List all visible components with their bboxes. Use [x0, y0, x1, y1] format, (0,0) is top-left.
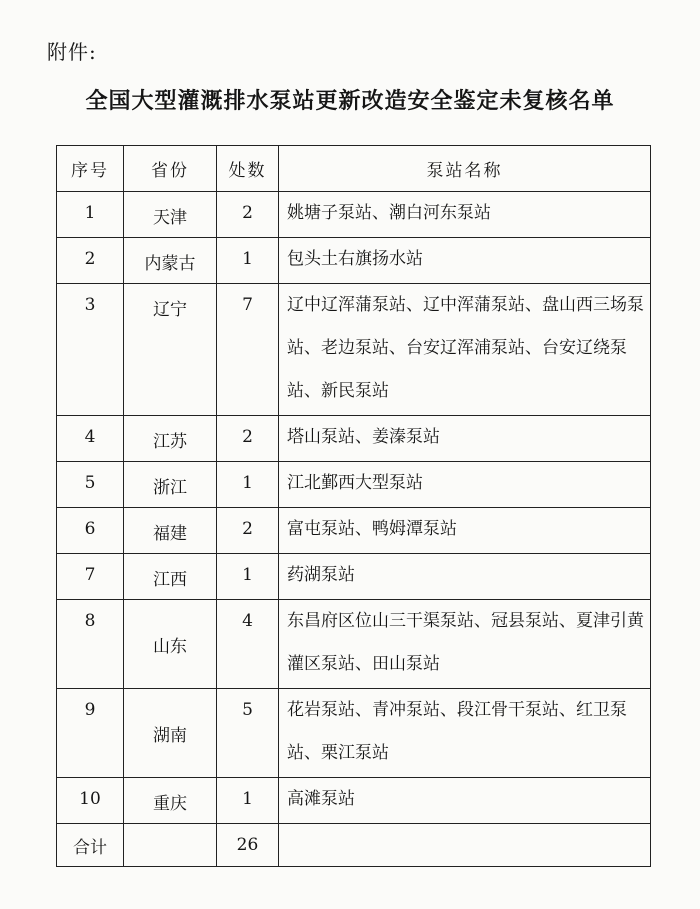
row-stations: 药湖泵站	[279, 554, 651, 600]
row-count: 5	[217, 689, 279, 778]
row-count: 7	[217, 284, 279, 416]
row-province: 重庆	[124, 778, 217, 824]
document-title: 全国大型灌溉排水泵站更新改造安全鉴定未复核名单	[85, 89, 615, 114]
row-serial: 1	[57, 192, 124, 238]
row-serial: 4	[57, 416, 124, 462]
total-count: 26	[217, 824, 279, 867]
row-serial: 5	[57, 462, 124, 508]
table-row	[57, 689, 651, 778]
table-row	[57, 554, 651, 600]
table-row	[57, 416, 651, 462]
row-stations: 高滩泵站	[279, 778, 651, 824]
row-serial: 10	[57, 778, 124, 824]
row-serial: 8	[57, 600, 124, 689]
table-row	[57, 778, 651, 824]
pump-station-table	[56, 145, 651, 867]
table-row	[57, 284, 651, 416]
row-serial: 6	[57, 508, 124, 554]
row-province: 江西	[124, 554, 217, 600]
total-province-empty	[124, 824, 217, 867]
row-count: 1	[217, 778, 279, 824]
table-row	[57, 192, 651, 238]
row-province: 福建	[124, 508, 217, 554]
row-province: 天津	[124, 192, 217, 238]
row-stations: 包头土右旗扬水站	[279, 238, 651, 284]
row-stations: 富屯泵站、鸭姆潭泵站	[279, 508, 651, 554]
header-province: 省份	[124, 146, 217, 192]
row-stations: 花岩泵站、青冲泵站、段江骨干泵站、红卫泵站、栗江泵站	[279, 689, 651, 778]
total-stations-empty	[279, 824, 651, 867]
row-stations: 东昌府区位山三干渠泵站、冠县泵站、夏津引黄灌区泵站、田山泵站	[279, 600, 651, 689]
row-stations: 塔山泵站、姜溱泵站	[279, 416, 651, 462]
row-serial: 7	[57, 554, 124, 600]
row-serial: 3	[57, 284, 124, 416]
header-serial: 序号	[57, 146, 124, 192]
table-row	[57, 462, 651, 508]
row-stations: 姚塘子泵站、潮白河东泵站	[279, 192, 651, 238]
row-count: 2	[217, 192, 279, 238]
total-row	[57, 824, 651, 867]
table-row	[57, 238, 651, 284]
row-province: 内蒙古	[124, 238, 217, 284]
row-count: 2	[217, 416, 279, 462]
row-count: 4	[217, 600, 279, 689]
row-stations: 辽中辽浑蒲泵站、辽中浑蒲泵站、盘山西三场泵站、老边泵站、台安辽浑浦泵站、台安辽绕泵站、新民泵站	[279, 284, 651, 416]
table-row	[57, 600, 651, 689]
row-province: 浙江	[124, 462, 217, 508]
row-province: 湖南	[124, 689, 217, 778]
row-stations: 江北鄞西大型泵站	[279, 462, 651, 508]
row-serial: 9	[57, 689, 124, 778]
total-label: 合计	[57, 824, 124, 867]
row-serial: 2	[57, 238, 124, 284]
row-province: 山东	[124, 600, 217, 689]
row-count: 1	[217, 462, 279, 508]
attachment-label: 附件:	[47, 40, 97, 64]
row-count: 2	[217, 508, 279, 554]
row-count: 1	[217, 554, 279, 600]
row-province: 辽宁	[124, 284, 217, 416]
header-count: 处数	[217, 146, 279, 192]
row-province: 江苏	[124, 416, 217, 462]
table-row	[57, 508, 651, 554]
header-station-names: 泵站名称	[279, 146, 651, 192]
row-count: 1	[217, 238, 279, 284]
table-header-row	[57, 146, 651, 192]
